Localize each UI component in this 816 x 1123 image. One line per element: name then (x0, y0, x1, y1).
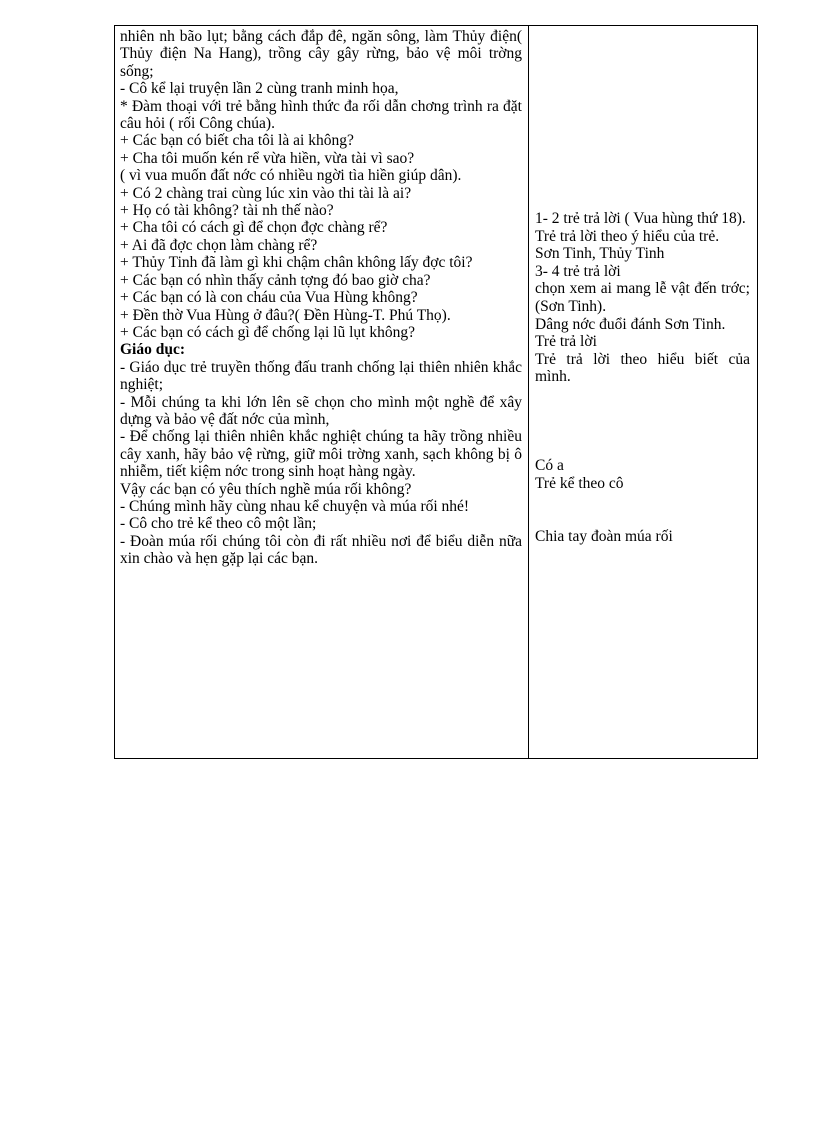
response-line: Trẻ trả lời theo ý hiểu của trẻ. (535, 227, 720, 245)
lesson-table (114, 25, 758, 759)
response-line: Sơn Tinh, Thủy Tinh (535, 245, 665, 263)
text-line: + Ai đã đợc chọn làm chàng rể? (120, 236, 318, 254)
text-line: + Đền thờ Vua Hùng ở đâu?( Đền Hùng-T. Phú Thọ). (120, 306, 451, 324)
text-line: - Để chống lại thiên nhiên khắc nghiệt chúng ta hãy trồng nhiều cây xanh, hãy bảo vệ rừng, giữ môi trờng xanh, sạch không bị ô nhiễm, tiết kiệm nớc trong sinh hoạt hàng ngày. (120, 428, 522, 481)
text-line: + Các bạn có biết cha tôi là ai không? (120, 132, 354, 150)
spacer (535, 492, 750, 528)
response-line: chọn xem ai mang lễ vật đến trớc;(Sơn Tinh). (535, 280, 750, 315)
table-row (115, 26, 758, 759)
text-line: + Họ có tài không? tài nh thế nào? (120, 202, 334, 220)
response-line: Dâng nớc đuổi đánh Sơn Tinh. (535, 315, 726, 333)
activity-text (115, 26, 528, 568)
text-line: + Các bạn có nhìn thấy cảnh tợng đó bao giờ cha? (120, 271, 431, 289)
text-line: - Chúng mình hãy cùng nhau kể chuyện và múa rối nhé! (120, 497, 470, 515)
response-line: 1- 2 trẻ trả lời ( Vua hùng thứ 18). (535, 210, 746, 227)
response-line: Trẻ trả lời (535, 333, 597, 351)
response-line: Có a (535, 456, 564, 474)
text-line: - Cô kể lại truyện lần 2 cùng tranh minh họa, (120, 80, 399, 98)
text-line: + Các bạn có là con cháu của Vua Hùng không? (120, 289, 418, 307)
text-line: ( vì vua muốn đất nớc có nhiều ngời tìa hiền giúp dân). (120, 167, 462, 185)
text-line: + Các bạn có cách gì để chống lại lũ lụt không? (120, 323, 415, 341)
text-line: nhiên nh bão lụt; bằng cách đắp đê, ngăn sông, làm Thủy điện( Thủy điện Na Hang), trồng cây gây rừng, bảo vệ môi trờng sống; (120, 28, 522, 80)
response-column (529, 26, 758, 759)
text-line: - Đoàn múa rối chúng tôi còn đi rất nhiều nơi để biểu diễn nữa xin chào và hẹn gặp lại các bạn. (120, 532, 522, 568)
spacer (535, 386, 750, 457)
section-heading: Giáo dục: (120, 341, 186, 359)
text-line: Vậy các bạn có yêu thích nghề múa rối không? (120, 480, 412, 498)
response-line: 3- 4 trẻ trả lời (535, 262, 621, 280)
text-line: - Cô cho trẻ kể theo cô một lần; (120, 515, 317, 533)
response-line: Chia tay đoàn múa rối (535, 528, 673, 546)
response-text (529, 26, 757, 546)
response-line: Trẻ trả lời theo hiểu biết của mình. (535, 350, 750, 386)
text-line: - Mỗi chúng ta khi lớn lên sẽ chọn cho mình một nghề để xây dựng và bảo vệ đất nớc của mình, (120, 393, 522, 428)
text-line: + Có 2 chàng trai cùng lúc xin vào thi tài là ai? (120, 184, 412, 202)
text-line: * Đàm thoại với trẻ bằng hình thức đa rối dẫn chơng trình ra đặt câu hỏi ( rối Công chúa). (120, 97, 522, 133)
text-line: - Giáo dục trẻ truyền thống đấu tranh chống lại thiên nhiên khắc nghiệt; (120, 358, 522, 394)
response-line: Trẻ kể theo cô (535, 474, 624, 492)
text-line: + Cha tôi có cách gì để chọn đợc chàng rể? (120, 219, 388, 237)
text-line: + Thủy Tinh đã làm gì khi chậm chân không lấy đợc tôi? (120, 254, 473, 272)
text-line: + Cha tôi muốn kén rể vừa hiền, vừa tài vì sao? (120, 149, 415, 167)
activity-column (115, 26, 529, 759)
